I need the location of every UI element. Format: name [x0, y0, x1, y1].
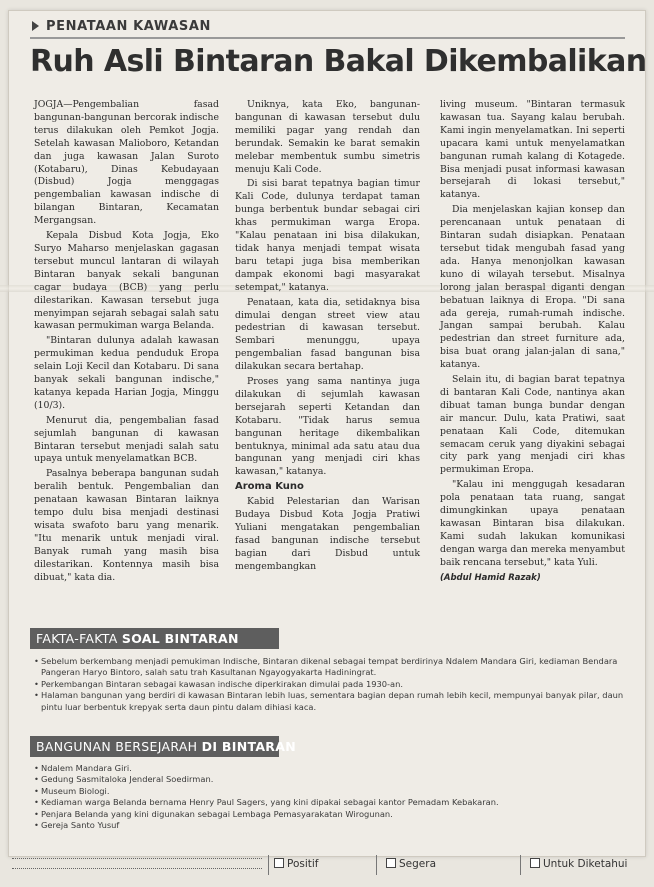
list-item: • Kediaman warga Belanda bernama Henry Paul Sagers, yang kini dipakai sebagai kantor Pemadam Kebakaran.: [34, 797, 624, 808]
list-item: • Gedung Sasmitaloka Jenderal Soedirman.: [34, 774, 624, 785]
bangunan-box-heading: [30, 736, 296, 757]
checkbox-label: Segera: [399, 858, 437, 870]
checkbox-square-icon[interactable]: [386, 858, 396, 868]
fakta-heading-bold: SOAL BINTARAN: [121, 631, 239, 646]
dotted-line: [12, 868, 262, 869]
article-column-3: [440, 99, 625, 587]
checkbox-label: Positif: [287, 858, 319, 870]
checkbox-square-icon[interactable]: [274, 858, 284, 868]
checkbox-positif[interactable]: [274, 858, 319, 870]
bangunan-list: [34, 763, 624, 831]
list-item: • Gereja Santo Yusuf: [34, 820, 624, 831]
paragraph: Pasalnya beberapa bangunan sudah beralih bentuk. Pengembalian dan penataan kawasan Bintaran laiknya tempo dulu bisa menjadi destinasi wisata swafoto baru yang menarik. "Itu menarik untuk menjadi viral. Banyak rumah yang masih bisa dilestarikan. Kontennya masih bisa dibuat," kata dia.: [34, 468, 219, 583]
paragraph: Penataan, kata dia, setidaknya bisa dimulai dengan street view atau pedestrian di kawasan tersebut. Sembari menunggu, upaya pengembalian fasad bangunan bisa dilakukan secara bertahap.: [235, 296, 420, 373]
checkbox-square-icon[interactable]: [530, 858, 540, 868]
subheading: Aroma Kuno: [235, 481, 304, 493]
list-item: • Halaman bangunan yang berdiri di kawasan Bintaran lebih luas, sementara bagian depan rumah lebih kecil, mempunyai banyak pilar, daun pintu luar berbentuk krepyak serta daun pintu dalam dihiasi kaca.: [34, 690, 624, 713]
paragraph: Menurut dia, pengembalian fasad sejumlah bangunan di kawasan Bintaran tersebut menjadi salah satu upaya untuk menyelamatkan BCB.: [34, 414, 219, 465]
list-item: • Perkembangan Bintaran sebagai kawasan indische diperkirakan dimulai pada 1930-an.: [34, 679, 624, 690]
list-item: • Ndalem Mandara Giri.: [34, 763, 624, 774]
paragraph: JOGJA—Pengembalian fasad bangunan-bangunan bercorak indische terus dilakukan oleh Pemkot Jogja. Setelah kawasan Malioboro, Ketandan dan juga kawasan Jalan Suroto (Kotabaru), Dinas Kebudayaan (Disbud) Jogja menggagas pengembalian kawasan indische di bilangan Bintaran, Kecamatan Mergangsan.: [34, 99, 219, 227]
list-item: • Penjara Belanda yang kini digunakan sebagai Lembaga Pemasyarakatan Wirogunan.: [34, 809, 624, 820]
headline: Ruh Asli Bintaran Bakal Dikembalikan: [30, 44, 647, 79]
article-column-2: [235, 99, 420, 576]
checkbox-untuk-diketahui[interactable]: [530, 858, 627, 870]
list-item: • Sebelum berkembang menjadi pemukiman Indische, Bintaran dikenal sebagai tempat berdirinya Ndalem Mandara Giri, kediaman Bendara Pangeran Haryo Bintoro, salah satu trah Kasultanan Ngayogyakarta Hadiningrat.: [34, 656, 624, 679]
paragraph: Kabid Pelestarian dan Warisan Budaya Disbud Kota Jogja Pratiwi Yuliani mengatakan pengembalian fasad bangunan indische tersebut bagian dari Disbud untuk mengembangkan: [235, 496, 420, 572]
bangunan-heading-light: BANGUNAN BERSEJARAH: [36, 739, 202, 754]
paragraph: Kepala Disbud Kota Jogja, Eko Suryo Maharso menjelaskan gagasan tersebut muncul lantaran di wilayah Bintaran banyak sekali bangunan cagar budaya (BCB) yang perlu dilestarikan. Kawasan tersebut juga menyimpan sejarah sebagai salah satu kawasan permukiman warga Belanda.: [34, 230, 219, 332]
paragraph: Selain itu, di bagian barat tepatnya di bantaran Kali Code, nantinya akan dibuat taman bunga bundar dengan air mancur. Dulu, kata Pratiwi, saat penataan Kali Code, ditemukan semacam ceruk yang diyakini sebagai city park yang menjadi ciri khas permukiman Eropa.: [440, 374, 625, 476]
paragraph: Proses yang sama nantinya juga dilakukan di sejumlah kawasan bersejarah seperti Ketandan dan Kotabaru. "Tidak harus semua bangunan heritage dikembalikan bentuknya, minimal ada satu atau dua bangunan yang menjadi ciri khas kawasan," katanya.: [235, 376, 420, 478]
header-rule: [30, 37, 625, 39]
paragraph: Dia menjelaskan kajian konsep dan perencanaan untuk penataan di Bintaran sudah disiapkan. Penataan tersebut tidak mengubah fasad yang ada. Hanya menonjolkan kawasan kuno di wilayah tersebut. Misalnya lorong jalan beraspal diganti dengan bebatuan laiknya di Eropa. "Di sana ada gereja, rumah-rumah indische. Jangan sampai berubah. Kalau pedestrian dan street furniture ada, bisa buat orang jalan-jalan di sana," katanya.: [440, 204, 625, 371]
bangunan-heading-bold: DI BINTARAN: [201, 739, 296, 754]
paragraph: living museum. "Bintaran termasuk kawasan tua. Sayang kalau berubah. Kami ingin menyelamatkan. Ini seperti upacara kami untuk menyelamatkan bangunan rumah kalang di Kotagede. Bisa menjadi pusat informasi kawasan bersejarah di lokasi tersebut," katanya.: [440, 99, 625, 201]
article-column-1: [34, 99, 219, 587]
classification-checkboxes: [268, 856, 644, 874]
paragraph: Di sisi barat tepatnya bagian timur Kali Code, dulunya terdapat taman bunga berbentuk bundar sebagai ciri khas permukiman warga Eropa. "Kalau penataan ini bisa dilakukan, tidak hanya menjadi tempat wisata baru tetapi juga bisa memberikan dampak ekonomi bagi masyarakat setempat," katanya.: [235, 178, 420, 293]
list-item: • Museum Biologi.: [34, 786, 624, 797]
checkbox-segera[interactable]: [386, 858, 436, 870]
kicker-text: PENATAAN KAWASAN: [46, 19, 211, 34]
fakta-heading-light: FAKTA-FAKTA: [36, 631, 122, 646]
paragraph: "Kalau ini menggugah kesadaran pola penataan tata ruang, sangat dimungkinkan upaya penataan kawasan Bintaran bisa dilakukan. Kami sudah lakukan komunikasi dengan warga dan mereka menyambut baik rencana tersebut," kata Yuli.: [440, 479, 625, 568]
fakta-list: [34, 656, 624, 713]
fakta-box-heading: [30, 628, 279, 649]
triangle-arrow-icon: [32, 21, 39, 31]
dotted-line: [12, 858, 262, 859]
checkbox-label: Untuk Diketahui: [543, 858, 628, 870]
paragraph: "Bintaran dulunya adalah kawasan permukiman kedua penduduk Eropa selain Loji Kecil dan Kotabaru. Di sana banyak sekali bangunan indische," katanya kepada Harian Jogja, Minggu (10/3).: [34, 335, 219, 411]
article-body: [34, 99, 626, 614]
byline: (Abdul Hamid Razak): [440, 572, 541, 583]
section-kicker: [32, 19, 211, 34]
paragraph: Uniknya, kata Eko, bangunan-bangunan di kawasan tersebut dulu memiliki pagar yang rendah dan berundak. Semakin ke barat semakin melebar membentuk sumbu simetris menuju Kali Code.: [235, 99, 420, 175]
